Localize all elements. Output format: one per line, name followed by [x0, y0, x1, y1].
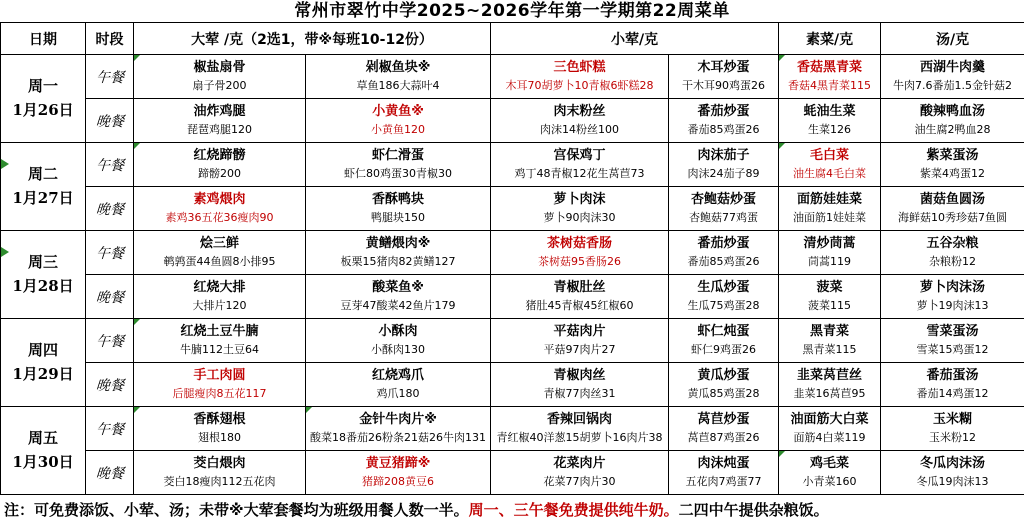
dish-name: 西湖牛肉羹	[920, 60, 986, 76]
dish-name: 黄瓜炒蛋	[697, 368, 750, 384]
dish-cell-major2	[306, 407, 491, 451]
dish-cell-soup	[881, 55, 1024, 99]
dish-cell-minor2	[669, 55, 779, 99]
dish-cell-soup	[881, 99, 1024, 143]
dish-ingredients: 玉米粉12	[929, 431, 977, 445]
dish-name: 番茄炒蛋	[697, 104, 750, 120]
dish-name: 小黄鱼※	[372, 104, 424, 120]
dish-ingredients: 翅根180	[198, 431, 241, 445]
dish-name: 平菇肉片	[553, 324, 606, 340]
dish-name: 香酥鸭块	[372, 192, 425, 208]
dish-cell-major1	[134, 231, 306, 275]
dish-ingredients: 猪蹄208黄豆6	[362, 475, 434, 489]
dish-ingredients: 板栗15猪肉82黄鳝127	[340, 255, 456, 269]
dish-ingredients: 豆芽47酸菜42鱼片179	[340, 299, 456, 313]
menu-row	[1, 407, 1024, 451]
dish-ingredients: 番茄85鸡蛋26	[687, 255, 760, 269]
weekday-label: 周五	[27, 429, 58, 448]
weekday-label: 周一	[27, 77, 58, 96]
dish-cell-minor1	[491, 275, 669, 319]
dish-name: 雪菜蛋汤	[926, 324, 979, 340]
dish-cell-major1	[134, 99, 306, 143]
footer-note-suffix: 二四中午提供杂粮饭。	[678, 501, 829, 519]
dish-name: 金针牛肉片※	[359, 412, 437, 428]
dish-name: 菠菜	[816, 280, 843, 296]
footer-note-highlight: 周一、三午餐免费提供纯牛奶。	[468, 501, 679, 519]
dish-ingredients: 木耳70胡萝卜10青椒6虾糕28	[505, 79, 654, 93]
dish-cell-minor2	[669, 275, 779, 319]
dish-ingredients: 生菜126	[808, 123, 852, 137]
dish-ingredients: 平菇97肉片27	[543, 343, 616, 357]
dish-cell-vegetable	[779, 451, 881, 495]
dish-name: 手工肉圆	[193, 368, 246, 384]
dish-ingredients: 干木耳90鸡蛋26	[682, 79, 766, 93]
dish-name: 冬瓜肉沫汤	[920, 456, 986, 472]
dish-ingredients: 花菜77肉片30	[543, 475, 616, 489]
dish-cell-soup	[881, 231, 1024, 275]
dish-ingredients: 杏鲍菇77鸡蛋	[689, 211, 759, 225]
dish-cell-vegetable	[779, 143, 881, 187]
dish-name: 肉沫炖蛋	[697, 456, 750, 472]
dish-ingredients: 虾仁80鸡蛋30青椒30	[344, 167, 452, 181]
dish-ingredients: 番茄85鸡蛋26	[687, 123, 760, 137]
dish-cell-vegetable	[779, 407, 881, 451]
menu-row	[1, 363, 1024, 407]
dish-cell-minor2	[669, 143, 779, 187]
dish-cell-major1	[134, 55, 306, 99]
dish-cell-major2	[306, 231, 491, 275]
dish-name: 红烧大排	[193, 280, 246, 296]
dish-ingredients: 小青菜160	[802, 475, 857, 489]
menu-row	[1, 275, 1024, 319]
dish-ingredients: 黑青菜115	[802, 343, 857, 357]
dish-cell-major1	[134, 187, 306, 231]
dish-ingredients: 香菇4黑青菜115	[788, 79, 872, 93]
dish-name: 清炒茼蒿	[803, 236, 856, 252]
dish-ingredients: 琵琶鸡腿120	[187, 123, 252, 137]
footer-note-prefix: 注：可免费添饭、小荤、汤；未带※大荤套餐均为班级用餐人数一半。	[4, 501, 469, 519]
dish-name: 五谷杂粮	[926, 236, 979, 252]
dish-ingredients: 肉沫14粉丝100	[540, 123, 620, 137]
header-meat-minor: 小荤/克	[491, 23, 779, 55]
dish-ingredients: 小黄鱼120	[371, 123, 425, 137]
date-label: 1月28日	[12, 276, 74, 295]
dish-name: 油面筋大白菜	[790, 412, 869, 428]
dish-name: 韭菜莴苣丝	[797, 368, 863, 384]
dish-name: 素鸡煨肉	[193, 192, 246, 208]
header-period: 时段	[86, 23, 134, 55]
dish-name: 番茄炒蛋	[697, 236, 750, 252]
dish-cell-major2	[306, 187, 491, 231]
dish-ingredients: 鸡丁48青椒12花生莴苣73	[514, 167, 645, 181]
cell-comment-marker-icon	[134, 55, 140, 61]
header-row	[1, 23, 1024, 55]
dish-name: 黑青菜	[810, 324, 850, 340]
dish-cell-vegetable	[779, 187, 881, 231]
dish-cell-minor1	[491, 363, 669, 407]
dish-cell-major2	[306, 143, 491, 187]
header-vegetable: 素菜/克	[779, 23, 881, 55]
dish-ingredients: 素鸡36五花36瘦肉90	[165, 211, 274, 225]
dish-cell-minor2	[669, 451, 779, 495]
dish-ingredients: 酸菜18番茄26粉条21菇26牛肉131	[310, 431, 486, 445]
dish-name: 玉米糊	[933, 412, 973, 428]
dish-name: 肉沫茄子	[697, 148, 750, 164]
dish-ingredients: 莴苣87鸡蛋26	[687, 431, 760, 445]
dish-name: 生瓜炒蛋	[697, 280, 750, 296]
dish-name: 红烧鸡爪	[372, 368, 425, 384]
dish-ingredients: 牛肉7.6番茄1.5金针菇2	[893, 79, 1013, 93]
dish-ingredients: 五花肉7鸡蛋77	[685, 475, 762, 489]
dish-name: 宫保鸡丁	[553, 148, 606, 164]
dish-ingredients: 茼蒿119	[808, 255, 852, 269]
dish-name: 虾仁滑蛋	[372, 148, 425, 164]
dish-cell-minor1	[491, 231, 669, 275]
dish-ingredients: 鸭腿块150	[371, 211, 425, 225]
dish-ingredients: 肉沫24茄子89	[687, 167, 760, 181]
dish-ingredients: 猪肚45青椒45红椒60	[525, 299, 634, 313]
dish-name: 肉末粉丝	[553, 104, 606, 120]
menu-row	[1, 451, 1024, 495]
dish-name: 剁椒鱼块※	[365, 60, 431, 76]
cell-comment-marker-icon	[779, 143, 785, 149]
dish-cell-minor2	[669, 187, 779, 231]
period-cell: 晚餐	[84, 363, 135, 407]
dish-cell-vegetable	[779, 55, 881, 99]
dish-cell-soup	[881, 451, 1024, 495]
period-cell: 午餐	[84, 231, 135, 275]
dish-name: 青椒肚丝	[553, 280, 606, 296]
menu-table	[0, 22, 1024, 495]
dish-name: 茭白煨肉	[193, 456, 246, 472]
dish-cell-minor2	[669, 407, 779, 451]
dish-name: 紫菜蛋汤	[926, 148, 979, 164]
dish-name: 油炸鸡腿	[193, 104, 246, 120]
date-label: 1月26日	[12, 100, 74, 119]
date-cell	[1, 231, 86, 319]
dish-name: 莴苣炒蛋	[697, 412, 750, 428]
dish-name: 木耳炒蛋	[697, 60, 750, 76]
dish-name: 杏鲍菇炒蛋	[691, 192, 757, 208]
dish-ingredients: 生瓜75鸡蛋28	[687, 299, 760, 313]
dish-name: 花菜肉片	[553, 456, 606, 472]
footer-note	[0, 495, 1024, 526]
dish-ingredients: 大排片120	[192, 299, 247, 313]
dish-cell-minor2	[669, 99, 779, 143]
cell-comment-marker-icon	[134, 319, 140, 325]
dish-cell-major1	[134, 363, 306, 407]
dish-ingredients: 紫菜4鸡蛋12	[920, 167, 986, 181]
dish-name: 黄豆猪蹄※	[365, 456, 431, 472]
dish-ingredients: 后腿瘦肉8五花117	[172, 387, 267, 401]
menu-row	[1, 187, 1024, 231]
date-cell	[1, 55, 86, 143]
dish-name: 烩三鲜	[199, 236, 239, 252]
dish-name: 青椒肉丝	[553, 368, 606, 384]
dish-cell-vegetable	[779, 319, 881, 363]
dish-name: 椒盐扇骨	[193, 60, 246, 76]
dish-cell-minor1	[491, 451, 669, 495]
header-soup: 汤/克	[881, 23, 1024, 55]
dish-ingredients: 海鲜菇10秀珍菇7鱼圆	[898, 211, 1008, 225]
dish-ingredients: 茭白18瘦肉112五花肉	[163, 475, 276, 489]
period-cell: 晚餐	[84, 99, 135, 143]
dish-name: 黄鳝煨肉※	[365, 236, 431, 252]
dish-cell-minor2	[669, 231, 779, 275]
dish-cell-minor2	[669, 363, 779, 407]
cell-comment-marker-icon	[779, 451, 785, 457]
dish-ingredients: 萝卜19肉沫13	[916, 299, 989, 313]
dish-cell-major2	[306, 55, 491, 99]
dish-cell-soup	[881, 319, 1024, 363]
period-cell: 午餐	[84, 143, 135, 187]
dish-cell-minor1	[491, 187, 669, 231]
dish-ingredients: 牛腩112土豆64	[180, 343, 259, 357]
dish-cell-soup	[881, 363, 1024, 407]
dish-cell-minor1	[491, 55, 669, 99]
dish-ingredients: 杂粮粉12	[929, 255, 977, 269]
dish-ingredients: 青红椒40洋葱15胡萝卜16肉片38	[496, 431, 663, 445]
cell-comment-marker-icon	[306, 407, 312, 413]
menu-row	[1, 99, 1024, 143]
dish-name: 番茄蛋汤	[926, 368, 979, 384]
dish-cell-major2	[306, 99, 491, 143]
weekday-label: 周二	[27, 165, 58, 184]
dish-ingredients: 雪菜15鸡蛋12	[916, 343, 989, 357]
dish-cell-major2	[306, 451, 491, 495]
dish-cell-major1	[134, 143, 306, 187]
dish-ingredients: 蹄髈200	[198, 167, 241, 181]
date-cell	[1, 407, 86, 495]
weekday-label: 周四	[27, 341, 58, 360]
date-cell	[1, 143, 86, 231]
dish-ingredients: 青椒77肉丝31	[543, 387, 616, 401]
dish-cell-vegetable	[779, 99, 881, 143]
menu-row	[1, 319, 1024, 363]
dish-name: 红烧蹄髈	[193, 148, 246, 164]
dish-ingredients: 面筋4白菜119	[793, 431, 866, 445]
dish-cell-major1	[134, 275, 306, 319]
dish-ingredients: 冬瓜19肉沫13	[916, 475, 989, 489]
dish-ingredients: 鸡爪180	[376, 387, 420, 401]
dish-ingredients: 黄瓜85鸡蛋28	[687, 387, 760, 401]
dish-cell-minor1	[491, 407, 669, 451]
dish-ingredients: 草鱼186大蒜叶4	[356, 79, 440, 93]
period-cell: 晚餐	[84, 187, 135, 231]
dish-name: 香酥翅根	[193, 412, 246, 428]
dish-ingredients: 菠菜115	[808, 299, 852, 313]
header-date: 日期	[1, 23, 86, 55]
dish-ingredients: 韭菜16莴苣95	[793, 387, 866, 401]
dish-ingredients: 油面筋1娃娃菜	[793, 211, 867, 225]
menu-row	[1, 143, 1024, 187]
dish-name: 香菇黑青菜	[797, 60, 863, 76]
dish-ingredients: 虾仁9鸡蛋26	[691, 343, 757, 357]
dish-ingredients: 茶树菇95香肠26	[538, 255, 622, 269]
page-title: 常州市翠竹中学2025~2026学年第一学期第22周菜单	[294, 1, 730, 21]
dish-name: 三色虾糕	[553, 60, 606, 76]
dish-name: 红烧土豆牛腩	[180, 324, 259, 340]
dish-cell-major1	[134, 319, 306, 363]
weekday-label: 周三	[27, 253, 58, 272]
dish-name: 菌菇鱼圆汤	[920, 192, 986, 208]
dish-cell-vegetable	[779, 275, 881, 319]
dish-ingredients: 萝卜90肉沫30	[543, 211, 616, 225]
dish-name: 萝卜肉沫	[553, 192, 606, 208]
dish-cell-vegetable	[779, 363, 881, 407]
menu-row	[1, 231, 1024, 275]
dish-cell-major1	[134, 407, 306, 451]
cell-comment-marker-icon	[134, 407, 140, 413]
dish-ingredients: 鹌鹑蛋44鱼圆8小排95	[163, 255, 276, 269]
header-meat-major: 大荤 /克（2选1，带※每班10-12份）	[134, 23, 491, 55]
period-cell: 午餐	[84, 55, 135, 99]
date-cell	[1, 319, 86, 407]
dish-cell-soup	[881, 275, 1024, 319]
menu-row	[1, 55, 1024, 99]
dish-cell-minor2	[669, 319, 779, 363]
dish-name: 小酥肉	[378, 324, 418, 340]
dish-name: 蚝油生菜	[803, 104, 856, 120]
period-cell: 晚餐	[84, 451, 135, 495]
dish-ingredients: 扇子骨200	[192, 79, 247, 93]
dish-name: 酸菜鱼※	[372, 280, 424, 296]
dish-cell-major2	[306, 275, 491, 319]
dish-cell-soup	[881, 143, 1024, 187]
dish-name: 毛白菜	[810, 148, 850, 164]
date-label: 1月27日	[12, 188, 74, 207]
dish-name: 香辣回锅肉	[547, 412, 613, 428]
dish-name: 面筋娃娃菜	[797, 192, 863, 208]
period-cell: 午餐	[84, 407, 135, 451]
dish-cell-soup	[881, 187, 1024, 231]
dish-name: 酸辣鸭血汤	[920, 104, 986, 120]
cell-comment-marker-icon	[134, 143, 140, 149]
period-cell: 晚餐	[84, 275, 135, 319]
dish-ingredients: 小酥肉130	[371, 343, 425, 357]
dish-name: 虾仁炖蛋	[697, 324, 750, 340]
cell-comment-marker-icon	[779, 55, 785, 61]
dish-cell-soup	[881, 407, 1024, 451]
dish-cell-major2	[306, 319, 491, 363]
dish-name: 鸡毛菜	[810, 456, 850, 472]
dish-ingredients: 油生腐2鸭血28	[914, 123, 991, 137]
dish-cell-major2	[306, 363, 491, 407]
dish-name: 萝卜肉沫汤	[920, 280, 986, 296]
dish-cell-major1	[134, 451, 306, 495]
dish-cell-minor1	[491, 143, 669, 187]
dish-ingredients: 油生腐4毛白菜	[793, 167, 867, 181]
dish-name: 茶树菇香肠	[547, 236, 613, 252]
dish-ingredients: 番茄14鸡蛋12	[916, 387, 989, 401]
dish-cell-vegetable	[779, 231, 881, 275]
period-cell: 午餐	[84, 319, 135, 363]
date-label: 1月30日	[12, 452, 74, 471]
date-label: 1月29日	[12, 364, 74, 383]
dish-cell-minor1	[491, 99, 669, 143]
dish-cell-minor1	[491, 319, 669, 363]
